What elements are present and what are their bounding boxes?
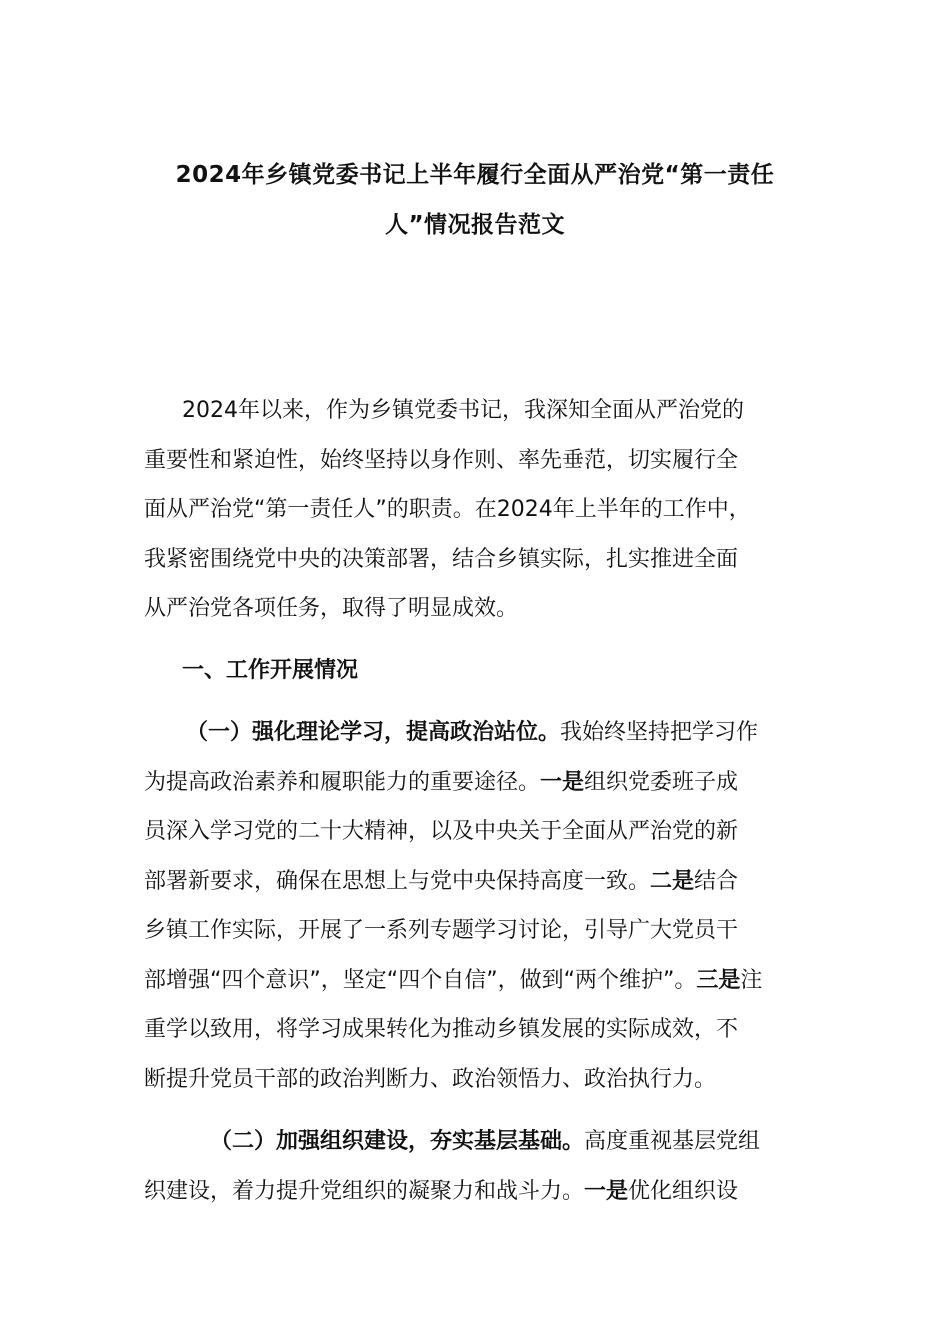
paragraph-text: 组织党委班子成 xyxy=(584,769,739,795)
section-1-heading-block xyxy=(144,646,806,696)
intro-line: 我紧密围绕党中央的决策部署，结合乡镇实际，扎实推进全面 xyxy=(144,546,739,572)
paragraph-text: 部增强“四个意识”，坚定“四个自信”，做到“两个维护”。 xyxy=(144,967,697,993)
paragraph-line: 员深入学习党的二十大精神，以及中央关于全面从严治党的新 xyxy=(144,819,739,844)
intro-line: 重要性和紧迫性，始终坚持以身作则、率先垂范，切实履行全 xyxy=(144,447,739,473)
paragraph-text: 织建设，着力提升党组织的凝聚力和战斗力。 xyxy=(144,1178,585,1204)
emphasis-text: 二是 xyxy=(650,868,695,894)
intro-line: 面从严治党“第一责任人”的职责。在2024年上半年的工作中， xyxy=(144,497,751,522)
subsection-1-paragraph xyxy=(144,708,806,1104)
paragraph-line: 乡镇工作实际，开展了一系列专题学习讨论，引导广大党员干 xyxy=(144,918,739,943)
subsection-1-heading: （一）强化理论学习，提高政治站位。 xyxy=(186,720,561,745)
intro-line: 从严治党各项任务，取得了明显成效。 xyxy=(144,596,519,621)
paragraph-text: 我始终坚持把学习作 xyxy=(560,720,759,745)
title-line-1: 2024年乡镇党委书记上半年履行全面从严治党“第一责任 xyxy=(175,162,775,188)
paragraph-text: 结合 xyxy=(694,868,739,894)
paragraph-text: 高度重视基层党组 xyxy=(584,1129,761,1154)
intro-line: 2024年以来，作为乡镇党委书记，我深知全面从严治党的 xyxy=(182,398,744,423)
paragraph-text: 为提高政治素养和履职能力的重要途径。 xyxy=(144,769,541,795)
title-line-2: 人”情况报告范文 xyxy=(384,211,566,238)
paragraph-line: 断提升党员干部的政治判断力、政治领悟力、政治执行力。 xyxy=(144,1066,717,1092)
paragraph-text: 部署新要求，确保在思想上与党中央保持高度一致。 xyxy=(144,868,651,894)
paragraph-text: 注 xyxy=(740,967,763,993)
document-title xyxy=(140,152,810,251)
emphasis-text: 一是 xyxy=(540,769,585,795)
subsection-2-paragraph xyxy=(144,1117,806,1216)
intro-paragraph xyxy=(144,386,806,634)
emphasis-text: 三是 xyxy=(696,967,741,993)
paragraph-text: 优化组织设 xyxy=(628,1178,739,1204)
emphasis-text: 一是 xyxy=(584,1178,629,1204)
section-1-heading: 一、工作开展情况 xyxy=(182,658,359,683)
paragraph-line: 重学以致用，将学习成果转化为推动乡镇发展的实际成效，不 xyxy=(144,1017,739,1042)
subsection-2-heading: （二）加强组织建设，夯实基层基础。 xyxy=(210,1129,585,1154)
